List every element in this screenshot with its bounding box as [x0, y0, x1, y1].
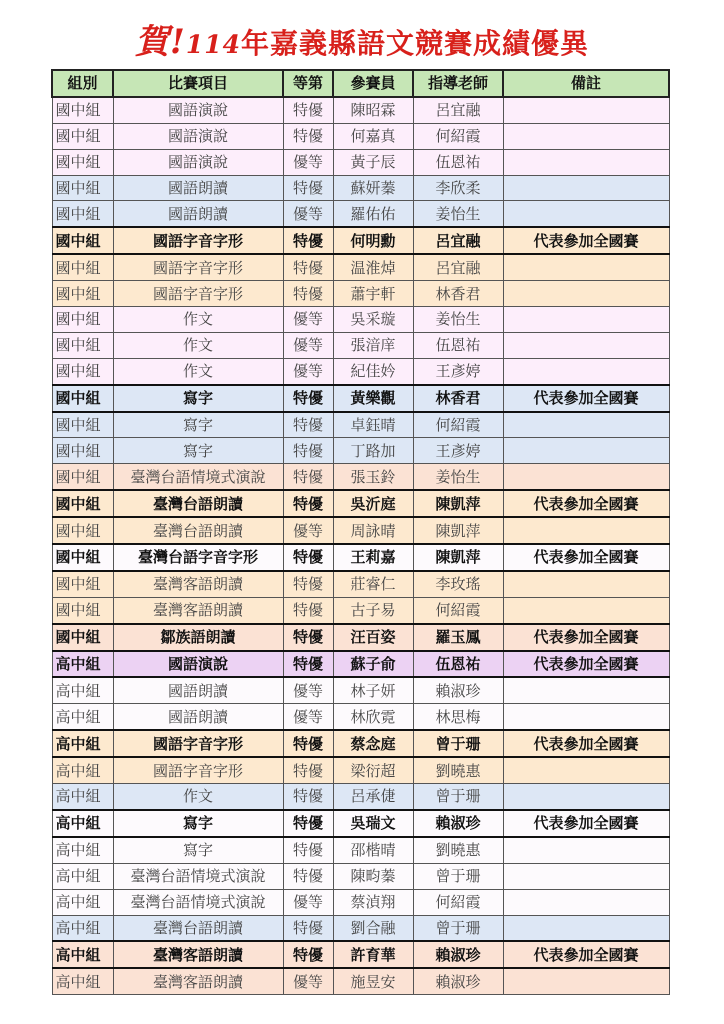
table-row — [52, 597, 669, 623]
cell-student: 温淮焯 — [333, 254, 413, 280]
table-row — [52, 544, 669, 571]
cell-note — [503, 332, 669, 358]
cell-grade: 特優 — [283, 438, 333, 464]
cell-teacher: 曾于珊 — [413, 730, 503, 757]
cell-student: 何明勳 — [333, 227, 413, 254]
cell-grade: 特優 — [283, 597, 333, 623]
cell-group: 高中組 — [52, 651, 113, 678]
cell-note — [503, 597, 669, 623]
cell-teacher: 呂宜融 — [413, 254, 503, 280]
cell-teacher: 劉曉惠 — [413, 837, 503, 863]
cell-item: 作文 — [113, 307, 283, 333]
table-row — [52, 97, 669, 123]
table-row — [52, 332, 669, 358]
cell-teacher: 姜怡生 — [413, 201, 503, 227]
cell-grade: 特優 — [283, 810, 333, 837]
cell-item: 國語字音字形 — [113, 254, 283, 280]
cell-teacher: 姜怡生 — [413, 464, 503, 490]
table-row — [52, 149, 669, 175]
cell-item: 臺灣客語朗讀 — [113, 968, 283, 994]
cell-item: 國語朗讀 — [113, 704, 283, 730]
cell-group: 國中組 — [52, 97, 113, 123]
header-grade: 等第 — [283, 70, 333, 97]
cell-item: 作文 — [113, 784, 283, 810]
cell-grade: 特優 — [283, 254, 333, 280]
cell-student: 張湆庠 — [333, 332, 413, 358]
cell-student: 劉合融 — [333, 915, 413, 941]
cell-note: 代表參加全國賽 — [503, 810, 669, 837]
table-row — [52, 227, 669, 254]
cell-student: 邵楷晴 — [333, 837, 413, 863]
cell-student: 古子易 — [333, 597, 413, 623]
cell-teacher: 劉曉惠 — [413, 757, 503, 783]
cell-group: 高中組 — [52, 757, 113, 783]
table-row — [52, 677, 669, 703]
cell-grade: 優等 — [283, 201, 333, 227]
cell-student: 陳畇蓁 — [333, 863, 413, 889]
cell-student: 黃子辰 — [333, 149, 413, 175]
cell-note: 代表參加全國賽 — [503, 651, 669, 678]
cell-student: 羅佑佑 — [333, 201, 413, 227]
cell-teacher: 林思梅 — [413, 704, 503, 730]
results-table — [51, 69, 670, 995]
cell-student: 蘇子俞 — [333, 651, 413, 678]
cell-teacher: 伍恩祐 — [413, 651, 503, 678]
table-row — [52, 412, 669, 438]
cell-group: 國中組 — [52, 464, 113, 490]
cell-grade: 特優 — [283, 941, 333, 968]
cell-note — [503, 837, 669, 863]
table-row — [52, 784, 669, 810]
cell-student: 蕭宇軒 — [333, 281, 413, 307]
table-row — [52, 307, 669, 333]
table-row — [52, 863, 669, 889]
cell-note — [503, 97, 669, 123]
cell-grade: 特優 — [283, 175, 333, 201]
cell-student: 許育華 — [333, 941, 413, 968]
cell-note — [503, 254, 669, 280]
cell-grade: 優等 — [283, 307, 333, 333]
header-note: 備註 — [503, 70, 669, 97]
cell-note: 代表參加全國賽 — [503, 941, 669, 968]
cell-note: 代表參加全國賽 — [503, 624, 669, 651]
cell-grade: 特優 — [283, 757, 333, 783]
cell-group: 高中組 — [52, 863, 113, 889]
cell-note — [503, 968, 669, 994]
cell-item: 國語字音字形 — [113, 281, 283, 307]
cell-note — [503, 175, 669, 201]
cell-item: 臺灣台語情境式演說 — [113, 889, 283, 915]
cell-note — [503, 677, 669, 703]
table-row — [52, 175, 669, 201]
cell-item: 國語演說 — [113, 651, 283, 678]
cell-note — [503, 464, 669, 490]
cell-group: 高中組 — [52, 941, 113, 968]
table-row — [52, 651, 669, 678]
cell-grade: 特優 — [283, 784, 333, 810]
cell-teacher: 曾于珊 — [413, 863, 503, 889]
cell-teacher: 曾于珊 — [413, 915, 503, 941]
cell-teacher: 陳凱萍 — [413, 517, 503, 544]
cell-teacher: 賴淑珍 — [413, 677, 503, 703]
cell-grade: 特優 — [283, 915, 333, 941]
cell-item: 國語朗讀 — [113, 201, 283, 227]
table-row — [52, 837, 669, 863]
cell-group: 國中組 — [52, 385, 113, 412]
cell-item: 臺灣台語朗讀 — [113, 915, 283, 941]
cell-teacher: 何紹霞 — [413, 597, 503, 623]
cell-group: 高中組 — [52, 704, 113, 730]
table-row — [52, 438, 669, 464]
cell-student: 蔡湞翔 — [333, 889, 413, 915]
cell-grade: 特優 — [283, 412, 333, 438]
cell-grade: 特優 — [283, 97, 333, 123]
header-item: 比賽項目 — [113, 70, 283, 97]
cell-teacher: 李欣柔 — [413, 175, 503, 201]
cell-item: 臺灣台語情境式演說 — [113, 464, 283, 490]
cell-student: 陳昭霖 — [333, 97, 413, 123]
cell-student: 張玉鈴 — [333, 464, 413, 490]
cell-note — [503, 784, 669, 810]
cell-student: 卓鈺晴 — [333, 412, 413, 438]
cell-grade: 特優 — [283, 123, 333, 149]
cell-group: 國中組 — [52, 281, 113, 307]
cell-student: 吳沂庭 — [333, 490, 413, 517]
cell-item: 國語演說 — [113, 123, 283, 149]
cell-note: 代表參加全國賽 — [503, 227, 669, 254]
table-row — [52, 517, 669, 544]
table-row — [52, 490, 669, 517]
title-year: 114 — [185, 30, 242, 59]
cell-group: 高中組 — [52, 730, 113, 757]
cell-group: 高中組 — [52, 889, 113, 915]
cell-note — [503, 438, 669, 464]
header-teacher: 指導老師 — [413, 70, 503, 97]
cell-note — [503, 123, 669, 149]
header-row — [52, 70, 669, 97]
table-row — [52, 704, 669, 730]
cell-note — [503, 915, 669, 941]
cell-teacher: 王彥婷 — [413, 358, 503, 384]
table-row — [52, 968, 669, 994]
cell-grade: 優等 — [283, 677, 333, 703]
cell-note — [503, 201, 669, 227]
cell-grade: 特優 — [283, 490, 333, 517]
cell-teacher: 呂宜融 — [413, 227, 503, 254]
cell-note — [503, 517, 669, 544]
cell-grade: 特優 — [283, 571, 333, 597]
cell-grade: 特優 — [283, 837, 333, 863]
cell-group: 國中組 — [52, 149, 113, 175]
cell-teacher: 王彥婷 — [413, 438, 503, 464]
cell-note — [503, 412, 669, 438]
cell-student: 梁衍超 — [333, 757, 413, 783]
cell-group: 國中組 — [52, 123, 113, 149]
cell-grade: 優等 — [283, 332, 333, 358]
cell-item: 臺灣台語情境式演說 — [113, 863, 283, 889]
cell-group: 高中組 — [52, 810, 113, 837]
cell-item: 國語字音字形 — [113, 757, 283, 783]
cell-teacher: 羅玉鳳 — [413, 624, 503, 651]
cell-grade: 優等 — [283, 358, 333, 384]
table-row — [52, 915, 669, 941]
cell-note — [503, 149, 669, 175]
table-row — [52, 810, 669, 837]
cell-group: 國中組 — [52, 438, 113, 464]
cell-group: 高中組 — [52, 677, 113, 703]
cell-student: 周詠晴 — [333, 517, 413, 544]
cell-teacher: 姜怡生 — [413, 307, 503, 333]
cell-student: 吳采璇 — [333, 307, 413, 333]
cell-note — [503, 358, 669, 384]
cell-note — [503, 704, 669, 730]
cell-group: 國中組 — [52, 307, 113, 333]
cell-grade: 優等 — [283, 517, 333, 544]
cell-grade: 特優 — [283, 651, 333, 678]
cell-item: 國語字音字形 — [113, 227, 283, 254]
cell-item: 國語字音字形 — [113, 730, 283, 757]
cell-item: 臺灣客語朗讀 — [113, 571, 283, 597]
cell-teacher: 李玫瑤 — [413, 571, 503, 597]
cell-grade: 優等 — [283, 704, 333, 730]
cell-teacher: 伍恩祐 — [413, 332, 503, 358]
cell-grade: 優等 — [283, 149, 333, 175]
table-row — [52, 624, 669, 651]
cell-grade: 優等 — [283, 889, 333, 915]
cell-grade: 特優 — [283, 227, 333, 254]
cell-teacher: 賴淑珍 — [413, 941, 503, 968]
cell-item: 臺灣台語朗讀 — [113, 517, 283, 544]
cell-teacher: 何紹霞 — [413, 412, 503, 438]
cell-group: 國中組 — [52, 227, 113, 254]
cell-teacher: 陳凱萍 — [413, 490, 503, 517]
cell-group: 國中組 — [52, 544, 113, 571]
cell-item: 鄒族語朗讀 — [113, 624, 283, 651]
header-student: 參賽員 — [333, 70, 413, 97]
cell-grade: 特優 — [283, 730, 333, 757]
cell-group: 國中組 — [52, 571, 113, 597]
table-row — [52, 464, 669, 490]
cell-student: 吳瑞文 — [333, 810, 413, 837]
table-row — [52, 730, 669, 757]
cell-group: 國中組 — [52, 597, 113, 623]
cell-group: 國中組 — [52, 201, 113, 227]
cell-item: 寫字 — [113, 385, 283, 412]
cell-student: 丁路加 — [333, 438, 413, 464]
cell-teacher: 曾于珊 — [413, 784, 503, 810]
cell-teacher: 賴淑珍 — [413, 810, 503, 837]
cell-student: 汪百姿 — [333, 624, 413, 651]
cell-teacher: 林香君 — [413, 281, 503, 307]
cell-teacher: 林香君 — [413, 385, 503, 412]
cell-grade: 特優 — [283, 464, 333, 490]
cell-student: 蔡念庭 — [333, 730, 413, 757]
cell-item: 國語演說 — [113, 149, 283, 175]
cell-grade: 特優 — [283, 281, 333, 307]
title-mark: 賀! — [134, 22, 186, 62]
cell-grade: 優等 — [283, 968, 333, 994]
cell-student: 王莉嘉 — [333, 544, 413, 571]
cell-note: 代表參加全國賽 — [503, 544, 669, 571]
cell-item: 國語朗讀 — [113, 175, 283, 201]
cell-group: 高中組 — [52, 784, 113, 810]
table-row — [52, 571, 669, 597]
cell-teacher: 伍恩祐 — [413, 149, 503, 175]
cell-student: 蘇妍蓁 — [333, 175, 413, 201]
cell-item: 臺灣台語朗讀 — [113, 490, 283, 517]
cell-group: 國中組 — [52, 332, 113, 358]
cell-item: 寫字 — [113, 837, 283, 863]
table-row — [52, 201, 669, 227]
cell-grade: 特優 — [283, 544, 333, 571]
cell-note: 代表參加全國賽 — [503, 490, 669, 517]
table-row — [52, 281, 669, 307]
cell-student: 黃樂觀 — [333, 385, 413, 412]
cell-note — [503, 281, 669, 307]
cell-grade: 特優 — [283, 863, 333, 889]
cell-student: 紀佳妗 — [333, 358, 413, 384]
cell-student: 施昱安 — [333, 968, 413, 994]
table-row — [52, 358, 669, 384]
cell-student: 林子妍 — [333, 677, 413, 703]
cell-note — [503, 757, 669, 783]
header-group: 組別 — [52, 70, 113, 97]
cell-note: 代表參加全國賽 — [503, 730, 669, 757]
cell-note — [503, 863, 669, 889]
cell-teacher: 何紹霞 — [413, 889, 503, 915]
cell-group: 國中組 — [52, 517, 113, 544]
cell-student: 莊睿仁 — [333, 571, 413, 597]
cell-item: 寫字 — [113, 412, 283, 438]
cell-group: 國中組 — [52, 358, 113, 384]
cell-teacher: 賴淑珍 — [413, 968, 503, 994]
cell-grade: 特優 — [283, 624, 333, 651]
cell-grade: 特優 — [283, 385, 333, 412]
cell-item: 國語演說 — [113, 97, 283, 123]
title-text: 年嘉義縣語文競賽成績優異 — [241, 27, 590, 60]
cell-item: 國語朗讀 — [113, 677, 283, 703]
cell-note — [503, 889, 669, 915]
cell-note: 代表參加全國賽 — [503, 385, 669, 412]
cell-item: 寫字 — [113, 810, 283, 837]
cell-teacher: 何紹霞 — [413, 123, 503, 149]
cell-item: 寫字 — [113, 438, 283, 464]
cell-group: 高中組 — [52, 968, 113, 994]
cell-student: 林欣霓 — [333, 704, 413, 730]
cell-group: 高中組 — [52, 837, 113, 863]
cell-group: 高中組 — [52, 915, 113, 941]
table-row — [52, 123, 669, 149]
cell-item: 臺灣客語朗讀 — [113, 941, 283, 968]
cell-item: 臺灣客語朗讀 — [113, 597, 283, 623]
table-row — [52, 889, 669, 915]
cell-student: 何嘉真 — [333, 123, 413, 149]
cell-group: 國中組 — [52, 175, 113, 201]
table-row — [52, 757, 669, 783]
cell-teacher: 呂宜融 — [413, 97, 503, 123]
cell-teacher: 陳凱萍 — [413, 544, 503, 571]
cell-note — [503, 307, 669, 333]
table-row — [52, 941, 669, 968]
cell-student: 呂承倢 — [333, 784, 413, 810]
cell-item: 作文 — [113, 358, 283, 384]
cell-group: 國中組 — [52, 490, 113, 517]
cell-group: 國中組 — [52, 412, 113, 438]
cell-group: 國中組 — [52, 624, 113, 651]
table-row — [52, 254, 669, 280]
cell-group: 國中組 — [52, 254, 113, 280]
table-row — [52, 385, 669, 412]
cell-item: 臺灣台語字音字形 — [113, 544, 283, 571]
cell-note — [503, 571, 669, 597]
cell-item: 作文 — [113, 332, 283, 358]
page-title — [0, 14, 724, 63]
